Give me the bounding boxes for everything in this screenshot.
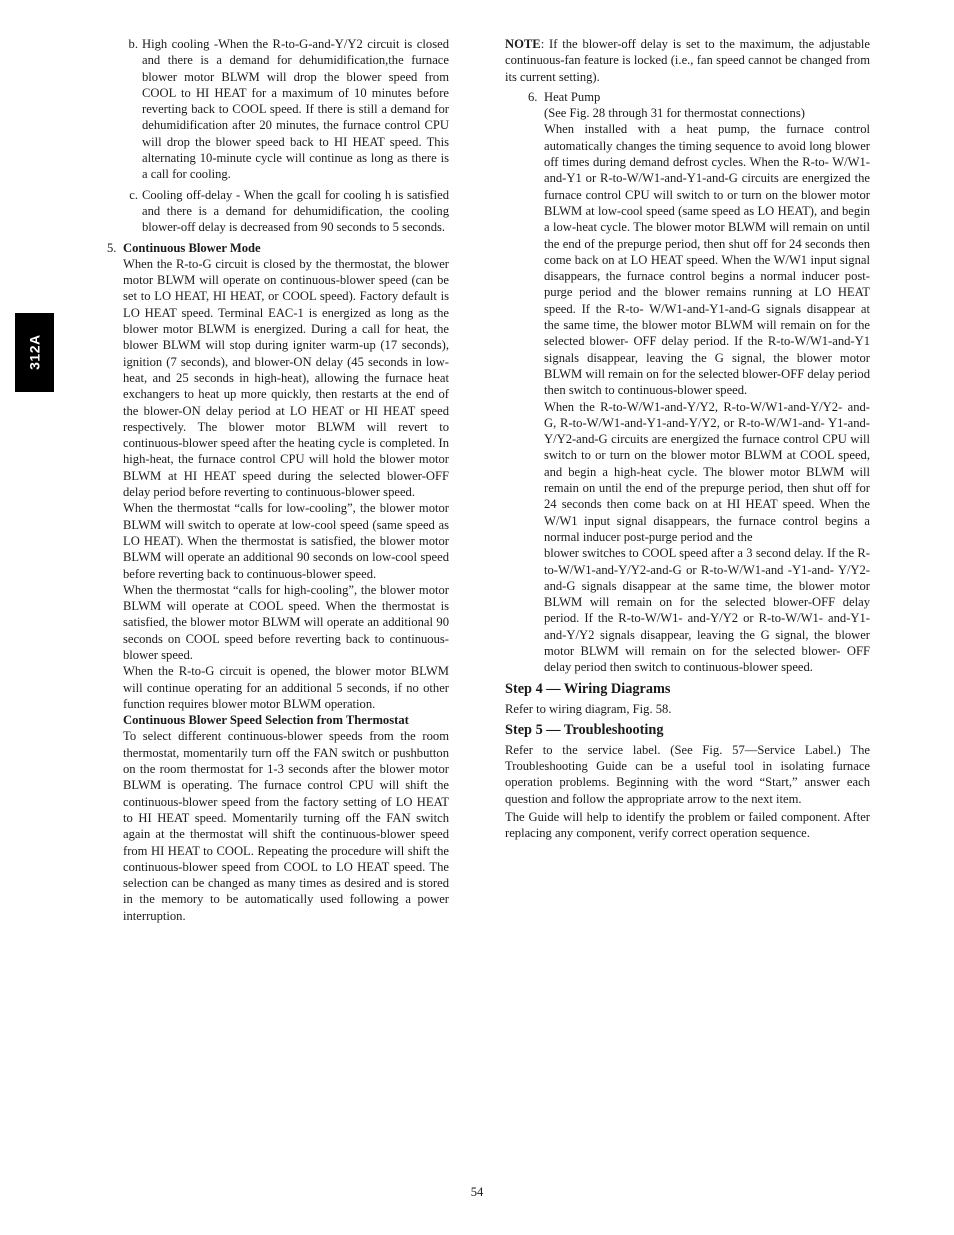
paragraph: When the R-to-G circuit is opened, the blower motor BLWM will continue operating for an additional 5 seconds, if no other function requires blower motor BLWM operation. <box>123 664 449 711</box>
list-item-6 <box>505 89 870 676</box>
paragraph: When installed with a heat pump, the furnace control automatically changes the timing sequence to avoid long blower off times during demand defrost cycles. When the R-to- W/W1-and-Y1 or R-to-W/W1-and-Y1-and-G circuits are energized the furnace control CPU will switch to or turn on the blower motor BLWM at low-cool speed (same speed as LO HEAT), and begin a low-heat cycle. The blower motor BLWM will remain on until the end of the prepurge period, then shut off for 24 seconds then come back on at LO HEAT speed. When the W/W1 input signal disappears, the furnace control begins a normal inducer post-purge period and the blower remains running at LO HEAT speed. If the R-to- W/W1-and-Y1-and-G signals disappear at the same time, the blower motor BLWM will remain on for the selected blower- OFF delay period. If the R-to-W/W1-and-Y1 signals disappear, leaving the G signal, the blower motor BLWM will remain on for the selected blower-OFF delay period then switch to continuous-blower speed. <box>544 122 870 398</box>
paragraph: To select different continuous-blower speeds from the room thermostat, momentarily turn off the FAN switch or pushbutton on the room thermostat for 1-3 seconds after the blower motor BLWM is operating. The furnace control CPU will shift the continuous-blower speed from the factory setting of LO HEAT to HI HEAT speed. Momentarily turning off the FAN switch again at the thermostat will shift the continuous-blower speed from HI HEAT to COOL. Repeating the procedure will shift the continuous-blower speed from COOL to LO HEAT speed. The selection can be changed as many times as desired and is stored in the memory to be automatically used following a power interruption. <box>123 729 449 923</box>
figure-reference: (See Fig. 28 through 31 for thermostat connections) <box>544 106 805 121</box>
left-column <box>107 36 449 924</box>
step-4-heading: Step 4 — Wiring Diagrams <box>505 680 671 697</box>
paragraph: Refer to the service label. (See Fig. 57—Service Label.) The Troubleshooting Guide can be a useful tool in isolating furnace operation problems. Beginning with the word “Start,” answer each question and follow the appropriate arrow to the next item. <box>505 742 870 806</box>
subsection-heading: Continuous Blower Speed Selection from Thermostat <box>123 713 409 728</box>
section-heading: Continuous Blower Mode <box>123 240 261 255</box>
section-tab <box>15 313 54 392</box>
paragraph: Refer to wiring diagram, Fig. 58. <box>505 701 672 716</box>
paragraph: blower switches to COOL speed after a 3 second delay. If the R-to-W/W1-and-Y/Y2-and-G or R-to-W/W1-and -Y1-and- Y/Y2-and-G signals disappear at the same time, the blower motor BLWM will remain on for the selected blower-OFF delay period. If the R-to-W/W1- and-Y/Y2 or R-to-W/W1- and-Y1-and-Y/Y2 signals disappear, leaving the G signal, the blower motor BLWM will remain on for the selected blower- OFF delay period then switch to continuous-blower speed. <box>544 546 870 675</box>
list-marker: c. <box>129 187 138 202</box>
step-5-heading: Step 5 — Troubleshooting <box>505 721 664 738</box>
section-tab-label: 312A <box>26 334 43 371</box>
note <box>505 36 870 85</box>
list-item-text: High cooling -When the R-to-G-and-Y/Y2 circuit is closed and there is a demand for dehumidification,the furnace blower motor BLWM will drop the blower speed from COOL to HI HEAT for a maximum of 10 minutes before reverting back to COOL speed. If there is still a demand for dehumidification after 20 minutes, the furnace control CPU will drop the blower speed back to HI HEAT speed. This alternating 10-minute cycle will continue as long as there is a call for cooling. <box>142 37 449 182</box>
paragraph: When the thermostat “calls for low-cooling”, the blower motor BLWM will switch to operate at low-cool speed (same speed as LO HEAT). When the thermostat is satisfied, the blower motor BLWM will operate an additional 90 seconds on low-cool speed before reverting back to continuous-blower speed. <box>123 501 449 581</box>
list-marker: 5. <box>107 240 117 255</box>
paragraph: When the R-to-G circuit is closed by the thermostat, the blower motor BLWM will operate on continuous-blower speed (can be set to LO HEAT, HI HEAT, or COOL speed). Factory default is LO HEAT speed. Terminal EAC-1 is energized as long as the blower motor BLWM is energized. During a call for heat, the blower BLWM will stop during igniter warm-up (17 seconds), ignition (7 seconds), and blower-ON delay (45 seconds in low-heat, and 25 seconds in high-heat), allowing the furnace heat exchangers to heat up more quickly, then restarts at the end of the blower-ON delay period at LO HEAT or HI HEAT speed respectively. The blower motor BLWM will revert to continuous-blower speed after the heating cycle is completed. In high-heat, the furnace control CPU will hold the blower motor BLWM at HI HEAT speed during the selected blower-OFF delay period before reverting to continuous-blower speed. <box>123 256 449 500</box>
note-label: NOTE <box>505 37 541 51</box>
right-column <box>505 36 870 842</box>
note-text: : If the blower-off delay is set to the maximum, the adjustable continuous-fan feature is locked (i.e., fan speed cannot be changed from its current setting). <box>505 37 870 84</box>
paragraph: The Guide will help to identify the problem or failed component. After replacing any component, verify correct operation sequence. <box>505 810 870 841</box>
page-number: 54 <box>470 1185 484 1199</box>
item-title: Heat Pump <box>544 89 601 104</box>
list-item-5 <box>107 240 449 924</box>
list-item-c <box>107 187 449 236</box>
list-item-text: Cooling off-delay - When the gcall for cooling h is satisfied and there is a demand for dehumidification, the cooling blower-off delay is decreased from 90 seconds to 5 seconds. <box>142 187 449 235</box>
list-marker: 6. <box>528 89 538 104</box>
paragraph: When the R-to-W/W1-and-Y/Y2, R-to-W/W1-and-Y/Y2- and-G, R-to-W/W1-and-Y1-and-Y/Y2, or R-to-W/W1-and- Y1-and-Y/Y2-and-G circuits are energized the furnace control CPU will switch to or turn on the blower motor BLWM at COOL speed, and begin a high-heat cycle. The blower motor BLWM will remain on until the end of the prepurge period, then shut off for 24 seconds then come back on at HI HEAT speed. When the W/W1 input signal disappears, the furnace control begins a normal inducer post-purge period and the <box>544 399 870 544</box>
list-item-b <box>107 36 449 183</box>
paragraph: When the thermostat “calls for high-cooling”, the blower motor BLWM will operate at COOL speed. When the thermostat is satisfied, the blower motor BLWM will operate an additional 90 seconds on COOL speed before reverting back to continuous-blower speed. <box>123 582 449 662</box>
list-marker: b. <box>128 37 138 51</box>
